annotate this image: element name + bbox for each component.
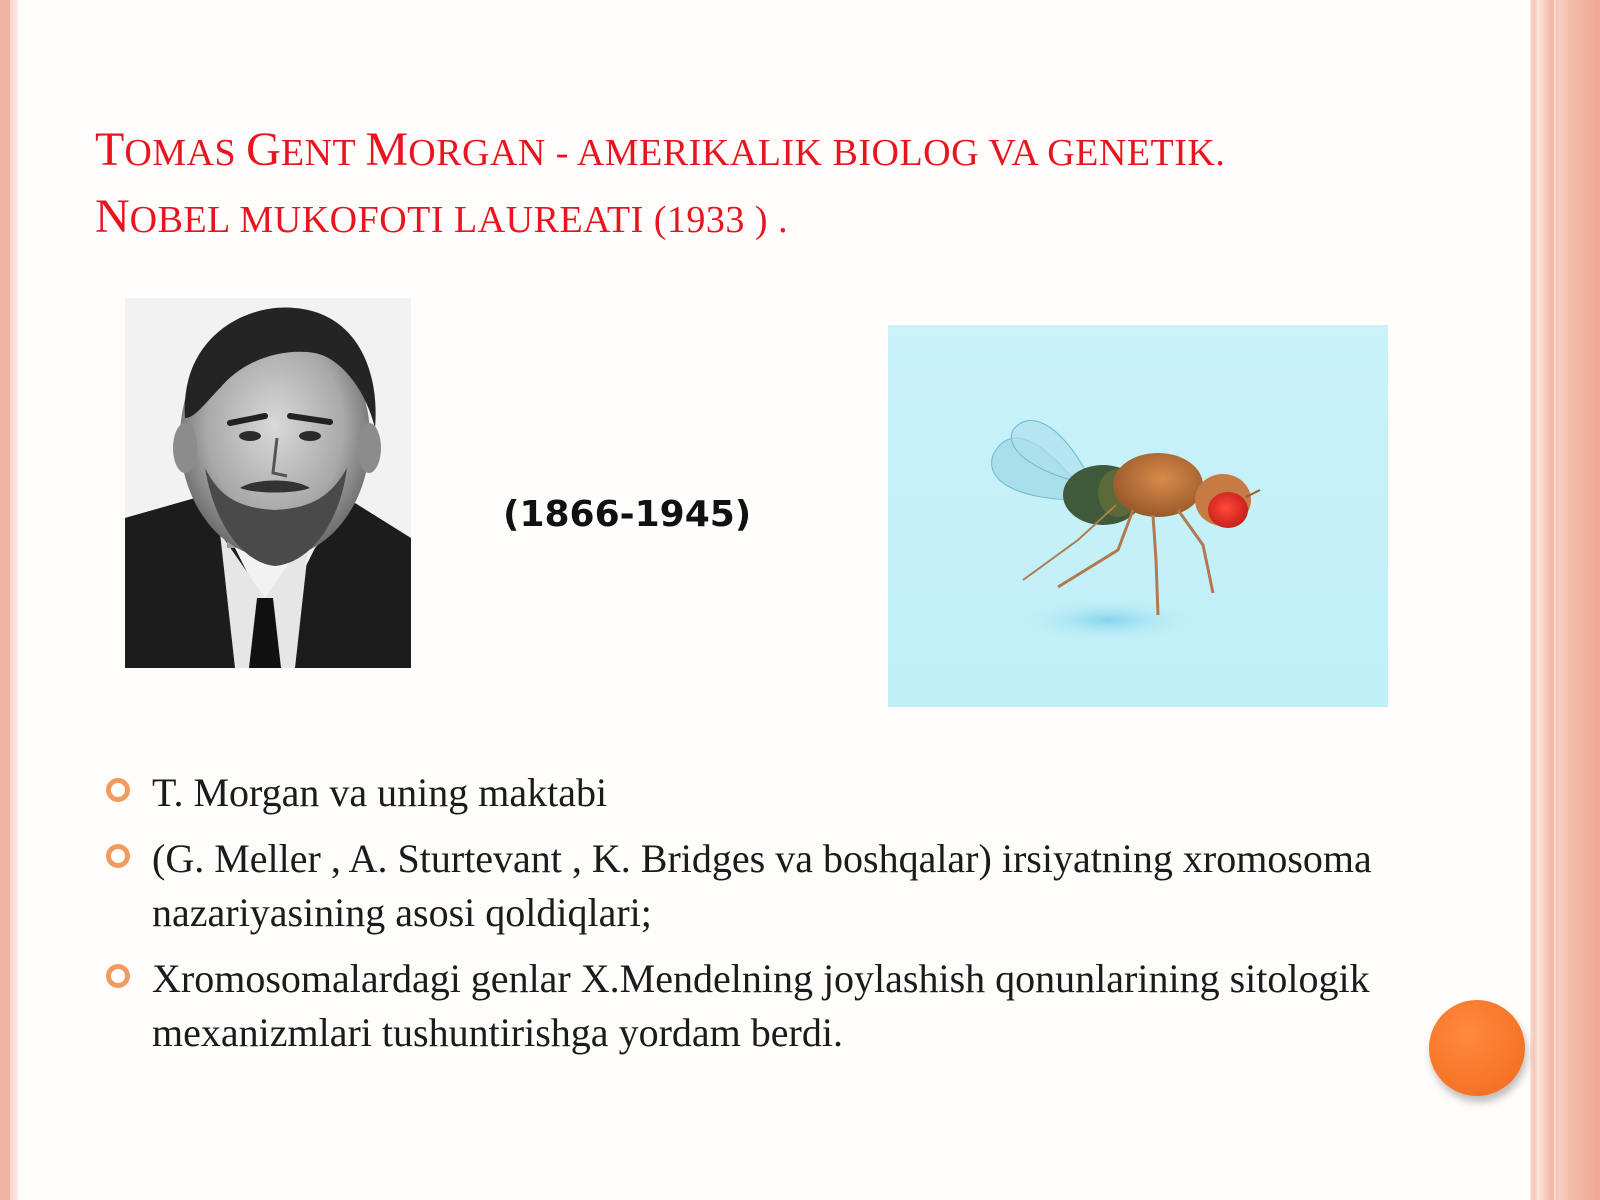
title-text: OMAS xyxy=(124,132,247,174)
slide-title xyxy=(95,118,1495,252)
right-decorative-band xyxy=(1530,0,1600,1200)
title-initial: G xyxy=(246,123,281,176)
portrait-photo xyxy=(125,298,411,668)
title-initial: N xyxy=(95,190,130,243)
title-initial: T xyxy=(95,123,125,176)
bullet-text: (G. Meller , A. Sturtevant , K. Bridges va boshqalar) irsiyatning xromosoma nazariyasining asosi qoldiqlari; xyxy=(152,836,1372,935)
list-item xyxy=(104,952,1404,1060)
fruit-fly-photo xyxy=(888,325,1388,707)
bullet-ring-icon xyxy=(106,964,130,988)
title-initial: M xyxy=(365,123,409,176)
title-line-2 xyxy=(95,185,1495,252)
bullet-text: Xromosomalardagi genlar X.Mendelning joylashish qonunlarining sitologik mexanizmlari tushuntirishga yordam berdi. xyxy=(152,956,1370,1055)
title-text: ENT xyxy=(280,132,366,174)
title-line-1 xyxy=(95,118,1495,185)
list-item xyxy=(104,766,1404,820)
bullet-ring-icon xyxy=(106,778,130,802)
title-text: OBEL MUKOFOTI LAUREATI (1933 ) . xyxy=(129,199,789,241)
title-text: ORGAN - AMERIKALIK BIOLOG VA GENETIK. xyxy=(408,132,1226,174)
life-years: (1866-1945) xyxy=(503,494,752,535)
orange-circle-decoration xyxy=(1429,1000,1525,1096)
list-item xyxy=(104,832,1404,940)
bullet-text: T. Morgan va uning maktabi xyxy=(152,770,608,815)
left-decorative-stripe xyxy=(0,0,18,1200)
bullet-ring-icon xyxy=(106,844,130,868)
bullet-list xyxy=(104,766,1404,1072)
